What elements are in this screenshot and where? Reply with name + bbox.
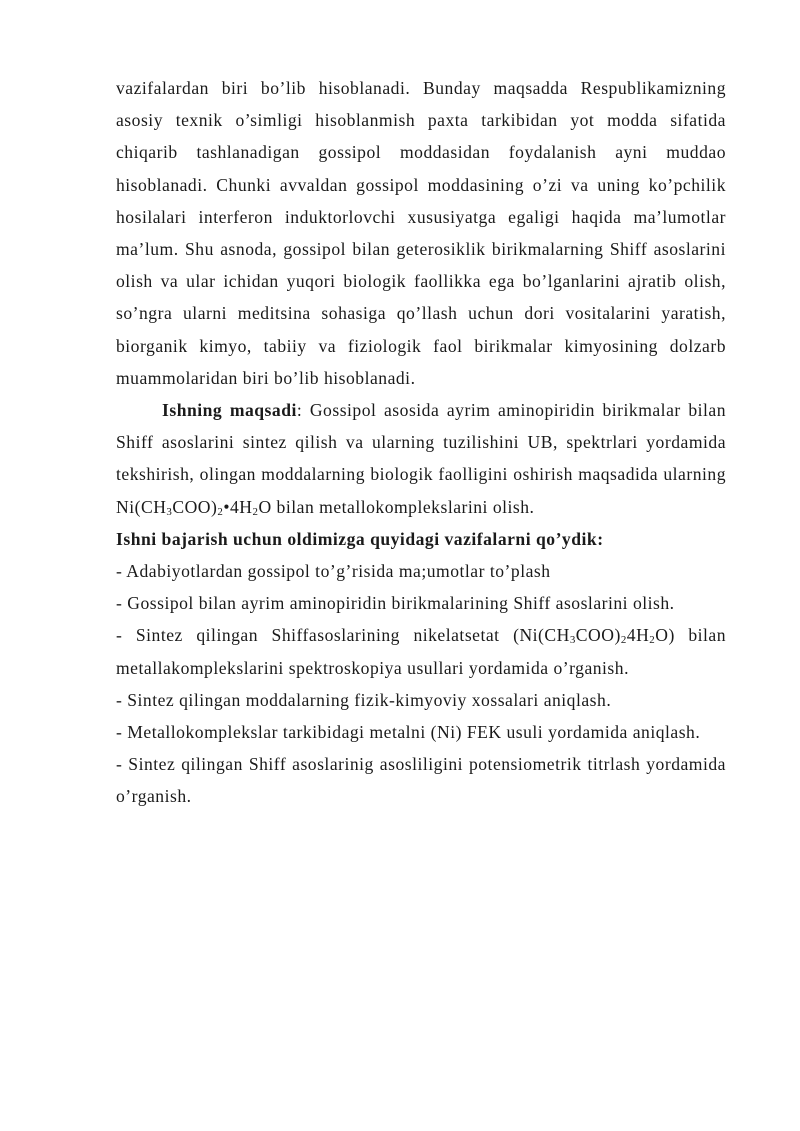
goal-text-end: O bilan metallokomplekslarini olish.: [258, 496, 535, 517]
task-item: - Sintez qilingan Shiff asoslarinig asosliligini potensiometrik titrlash yordamida o’rganish.: [116, 754, 726, 807]
goal-formula-part: COO): [172, 496, 218, 517]
task-item: - Adabiyotlardan gossipol to’g’risida ma;umotlar to’plash: [116, 561, 551, 582]
task-item: [116, 619, 726, 683]
task-formula-part: 4H: [626, 625, 650, 646]
goal-subscript: 3: [166, 505, 173, 518]
goal-subscript: 2: [252, 505, 259, 518]
goal-subscript: 2: [217, 505, 224, 518]
task-item: - Metallokomplekslar tarkibidagi metalni (Ni) FEK usuli yordamida aniqlash.: [116, 722, 701, 743]
task-subscript: 2: [649, 634, 656, 647]
task-formula-part: COO): [575, 625, 621, 646]
goal-label: Ishning maqsadi: [162, 400, 297, 421]
task-item: - Sintez qilingan moddalarning fizik-kimyoviy xossalari aniqlash.: [116, 689, 612, 710]
paragraph-goal: [116, 394, 726, 523]
task-text-end: O) bilan metallakomplekslarini spektroskopiya usullari yordamida o’rganish.: [116, 625, 726, 678]
task-text: - Sintez qilingan Shiffasoslarining nikelatsetat (Ni(CH: [116, 625, 570, 646]
goal-colon: :: [296, 400, 303, 421]
task-subscript: 3: [569, 634, 576, 647]
task-subscript: 2: [620, 634, 627, 647]
task-item: - Gossipol bilan ayrim aminopiridin birikmalarining Shiff asoslarini olish.: [116, 593, 675, 614]
goal-text: Gossipol asosida ayrim aminopiridin birikmalar bilan Shiff asoslarini sintez qilish va ularning tuzilishini UB, spektrlari yordamida tekshirish, olingan moddalarning biologik faolligini oshirish maqsadida ularning Ni(CH: [116, 400, 726, 517]
goal-formula-part: •4H: [223, 496, 253, 517]
paragraph-intro: vazifalardan biri bo’lib hisoblanadi. Bunday maqsadda Respublikamizning asosiy texnik o’simligi hisoblanmish paxta tarkibidan yot modda sifatida chiqarib tashlanadigan gossipol moddasidan foydalanish ayni muddao hisoblanadi. Chunki avvaldan gossipol moddasining o’zi va uning ko’pchilik hosilalari interferon induktorlovchi xususiyatga egaligi haqida ma’lumotlar ma’lum. Shu asnoda, gossipol bilan geterosiklik birikmalarning Shiff asoslarini olish va ular ichidan yuqori biologik faollikka ega bo’lganlarini ajratib olish, so’ngra ularni meditsina sohasiga qo’llash uchun dori vositalarini yaratish, biorganik kimyo, tabiiy va fiziologik faol birikmalar kimyosining dolzarb muammolaridan biri bo’lib hisoblanadi.: [116, 78, 726, 388]
document-body: [116, 72, 726, 813]
tasks-heading: Ishni bajarish uchun oldimizga quyidagi vazifalarni qo’ydik:: [116, 528, 604, 549]
